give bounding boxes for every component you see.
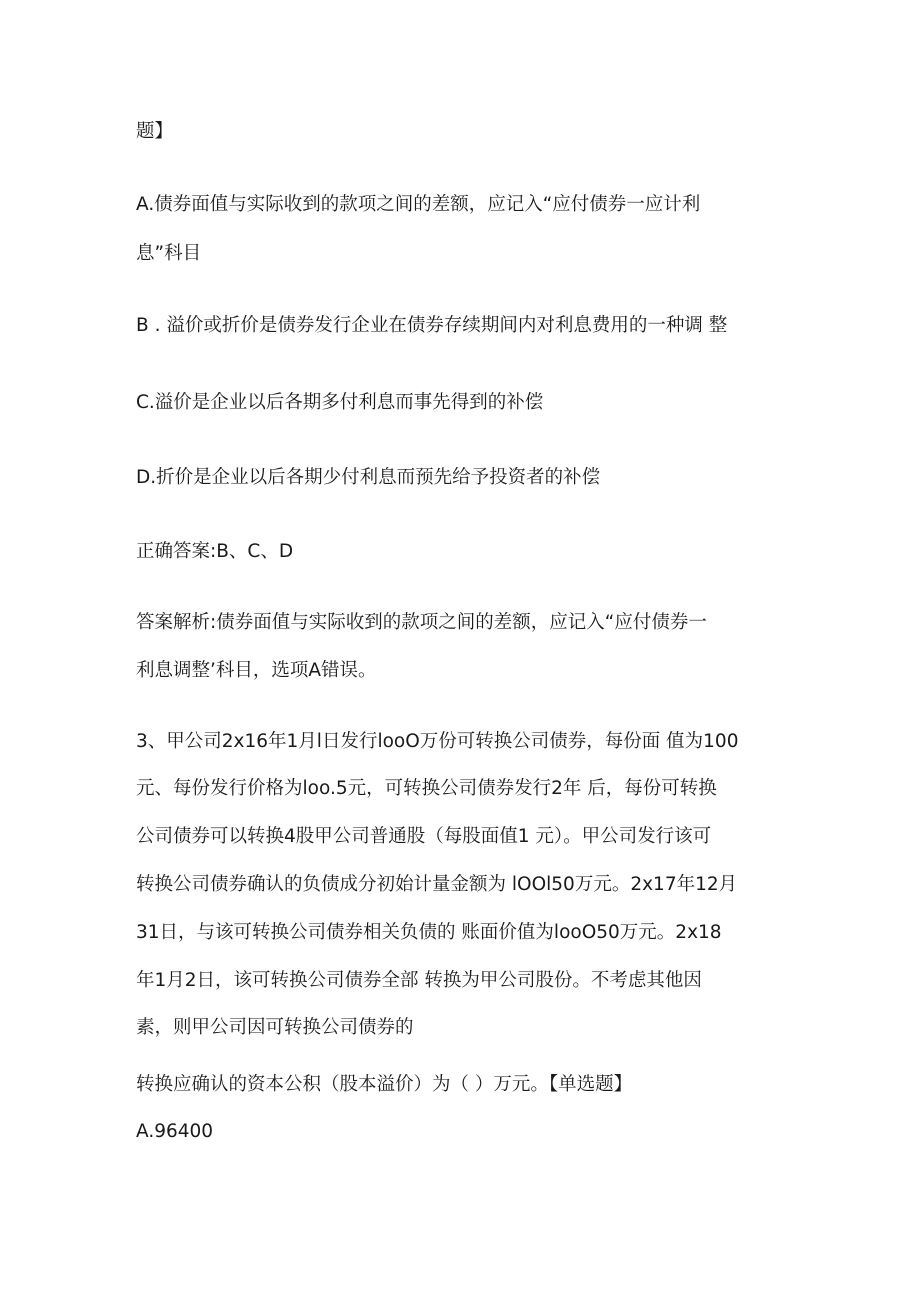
text-line-9: 利息调整’科目，选项A错误。 xyxy=(136,660,377,681)
text-line-2: A.债券面值与实际收到的款项之间的差额，应记入“应付债券一应计利 xyxy=(136,194,701,215)
text-line-15: 年1月2日，该可转换公司债券全部 转换为甲公司股份。不考虑其他因 xyxy=(136,970,702,991)
text-line-18: A.96400 xyxy=(136,1121,214,1142)
text-line-4: B . 溢价或折价是债券发行企业在债券存续期间内对利息费用的一种调 整 xyxy=(136,315,728,336)
text-line-7: 正确答案:B、C、D xyxy=(136,541,294,562)
text-line-11: 元、每份发行价格为loo.5元，可转换公司债券发行2年 后，每份可转换 xyxy=(136,778,717,799)
text-line-5: C.溢价是企业以后各期多付利息而事先得到的补偿 xyxy=(136,392,544,413)
text-line-14: 31日，与该可转换公司债券相关负债的 账面价值为looO50万元。2x18 xyxy=(136,922,722,943)
text-line-3: 息”科目 xyxy=(136,243,202,264)
text-line-17: 转换应确认的资本公积（股本溢价）为（ ）万元。【单选题】 xyxy=(136,1074,633,1095)
text-line-16: 素，则甲公司因可转换公司债券的 xyxy=(136,1017,414,1038)
text-line-8: 答案解析:债券面值与实际收到的款项之间的差额，应记入“应付债券一 xyxy=(136,612,707,633)
text-line-6: D.折价是企业以后各期少付利息而预先给予投资者的补偿 xyxy=(136,467,601,488)
text-line-12: 公司债券可以转换4股甲公司普通股（每股面值1 元）。甲公司发行该可 xyxy=(136,826,712,847)
text-line-10: 3、甲公司2x16年1月l日发行looO万份可转换公司债券，每份面 值为100 xyxy=(136,731,739,752)
text-line-1: 题】 xyxy=(136,121,174,142)
text-line-13: 转换公司债券确认的负债成分初始计量金额为 lOOl50万元。2x17年12月 xyxy=(136,874,738,895)
